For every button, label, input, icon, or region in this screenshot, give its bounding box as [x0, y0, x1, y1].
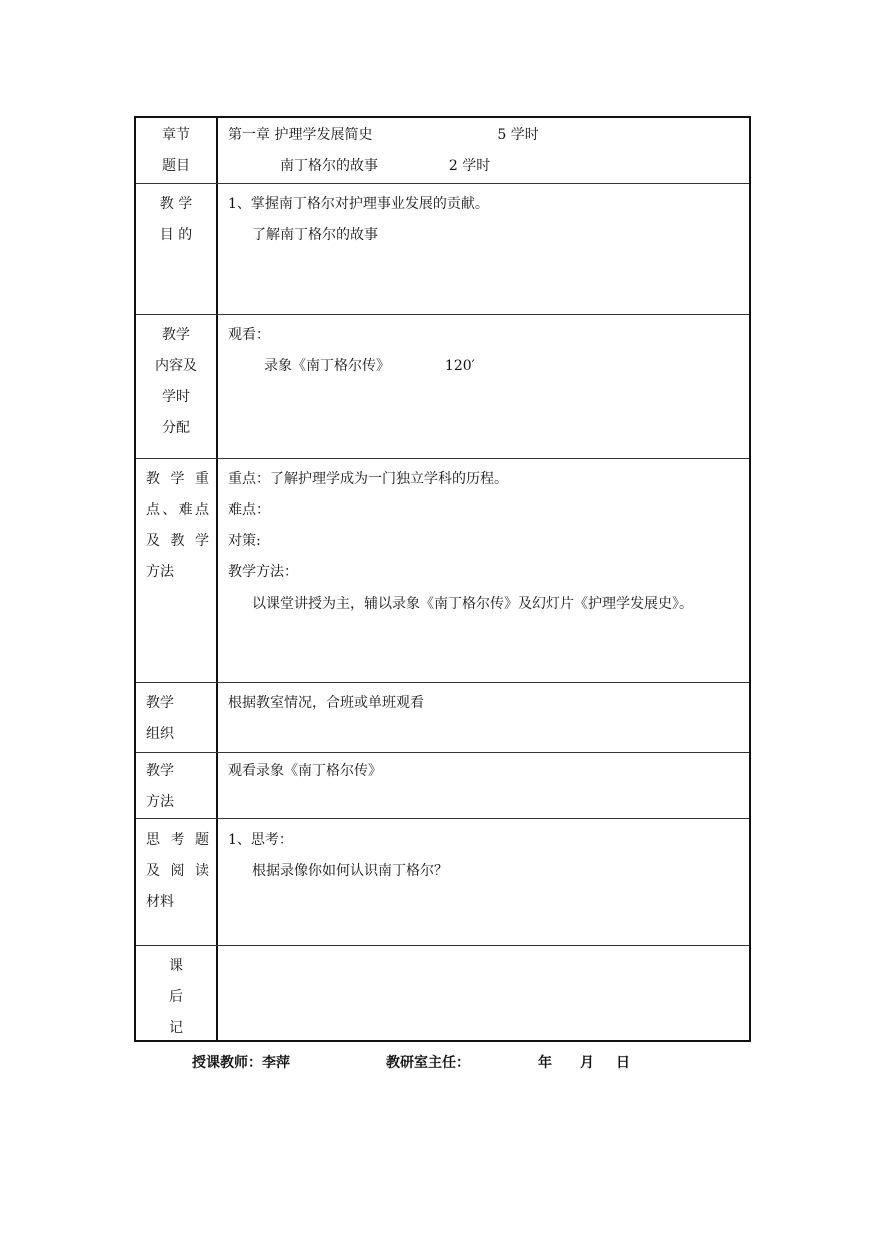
difficulty-line: 难点：: [228, 502, 270, 518]
row-key-points: [136, 458, 749, 682]
row-organization: [136, 682, 749, 752]
chapter-title: 第一章 护理学发展简史: [228, 127, 373, 143]
content-intro: 观看：: [228, 327, 270, 343]
row-method: [136, 752, 749, 818]
label-method: 教学 方法: [136, 753, 218, 818]
signature-footer: [0, 1052, 892, 1076]
reading-line: 根据录像你如何认识南丁格尔？: [252, 863, 448, 879]
label-content: 教学 内容及 学时 分配: [136, 315, 218, 458]
organization-body: [228, 688, 741, 719]
director-signature: 教研室主任：: [386, 1055, 470, 1071]
row-content: [136, 314, 749, 458]
label-objective: 教 学 目 的: [136, 184, 218, 314]
label-notes: 课 后 记: [136, 946, 218, 1042]
teacher-signature: 授课教师：李萍: [192, 1055, 290, 1071]
reading-line: 1、思考：: [228, 832, 293, 848]
method-heading: 教学方法：: [228, 564, 298, 580]
key-points-body: [228, 464, 741, 621]
content-body: [228, 320, 741, 382]
label-organization: 教学 组织: [136, 683, 218, 752]
lesson-plan-table: [134, 116, 751, 1042]
method-text: 观看录象《南丁格尔传》: [228, 763, 382, 779]
lesson-hours: 2 学时: [448, 158, 491, 174]
chapter-content: [228, 120, 741, 182]
lesson-title: 南丁格尔的故事: [280, 158, 378, 174]
chapter-hours: 5 学时: [497, 127, 539, 143]
date-month: 月: [580, 1055, 594, 1071]
date-day: 日: [616, 1055, 630, 1071]
method-body: [228, 756, 741, 787]
method-paragraph: 以课堂讲授为主，辅以录象《南丁格尔传》及幻灯片《护理学发展史》。: [252, 596, 693, 612]
row-notes: [136, 945, 749, 1042]
row-reading: [136, 818, 749, 945]
strategy-line: 对策:: [228, 533, 261, 549]
label-chapter: 章节 题目: [136, 118, 218, 183]
objective-content: [228, 189, 741, 251]
label-reading: 思 考 题 及 阅 读 材料: [136, 819, 218, 945]
content-item: 录象《南丁格尔传》: [264, 358, 390, 374]
key-point-line: 重点：了解护理学成为一门独立学科的历程。: [228, 471, 508, 487]
objective-line: 了解南丁格尔的故事: [252, 227, 378, 243]
reading-body: [228, 825, 741, 887]
organization-text: 根据教室情况，合班或单班观看: [228, 695, 424, 711]
row-chapter: [136, 118, 749, 183]
date-year: 年: [538, 1055, 552, 1071]
label-key-points: 教 学 重 点、难点 及 教 学 方法: [136, 459, 218, 682]
content-duration: 120′: [444, 358, 475, 374]
row-objective: [136, 183, 749, 314]
objective-line: 1、掌握南丁格尔对护理事业发展的贡献。: [228, 196, 489, 212]
